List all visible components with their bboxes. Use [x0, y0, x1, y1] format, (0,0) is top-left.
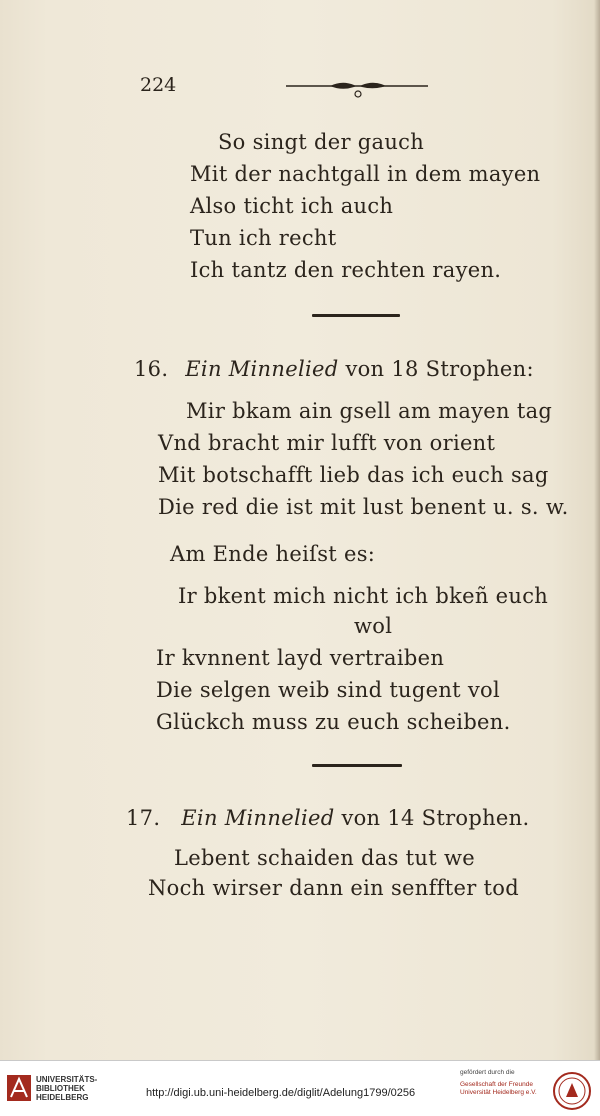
- verse-line: Vnd bracht mir lufft von orient: [158, 431, 496, 455]
- verse-line: Die red die ist mit lust benent u. s. w.: [158, 495, 569, 519]
- section-rule: [312, 314, 400, 317]
- permalink-url[interactable]: http://digi.ub.uni-heidelberg.de/diglit/Adelung1799/0256: [146, 1087, 416, 1099]
- verse-line: Mit botschafft lieb das ich euch sag: [158, 463, 549, 487]
- entry-description: von 14 Strophen.: [341, 806, 530, 830]
- entry-number: 16.: [134, 357, 169, 381]
- entry-number: 17.: [126, 806, 161, 830]
- sponsor-credit[interactable]: gefördert durch die Gesellschaft der Freunde Universität Heidelberg e.V.: [460, 1069, 537, 1096]
- viewer-footer: [0, 1060, 600, 1116]
- header-ornament: [286, 76, 428, 100]
- verse-line: Glückch muss zu euch scheiben.: [156, 710, 511, 734]
- verse-line: Noch wirser dann ein senffter tod: [148, 876, 519, 900]
- verse-line: Die selgen weib sind tugent vol: [156, 678, 501, 702]
- verse-line: Ich tantz den rechten rayen.: [190, 258, 502, 282]
- verse-line: Mir bkam ain gsell am mayen tag: [186, 399, 553, 423]
- verse-line: Tun ich recht: [190, 226, 337, 250]
- entry-heading: [134, 357, 534, 381]
- verse-line: Ir kvnnent layd vertraiben: [156, 646, 445, 670]
- intro-text: Am Ende heiſst es:: [170, 542, 376, 566]
- page-number: 224: [140, 74, 177, 96]
- university-seal-icon: [552, 1071, 592, 1111]
- verse-line: Lebent schaiden das tut we: [174, 846, 475, 870]
- verse-line: So singt der gauch: [218, 130, 425, 154]
- verse-line: Ir bkent mich nicht ich bkeñ euch: [178, 584, 549, 608]
- verse-line: Also ticht ich auch: [190, 194, 394, 218]
- library-name[interactable]: UNIVERSITÄTS- BIBLIOTHEK HEIDELBERG: [36, 1075, 98, 1102]
- university-library-logo-icon[interactable]: [6, 1073, 32, 1103]
- entry-title: Ein Minnelied: [181, 806, 335, 830]
- verse-line-continuation: wol: [354, 614, 393, 638]
- entry-heading: [126, 806, 529, 830]
- entry-description: von 18 Strophen:: [345, 357, 534, 381]
- entry-title: Ein Minnelied: [185, 357, 339, 381]
- verse-line: Mit der nachtgall in dem mayen: [190, 162, 541, 186]
- section-rule: [312, 764, 402, 767]
